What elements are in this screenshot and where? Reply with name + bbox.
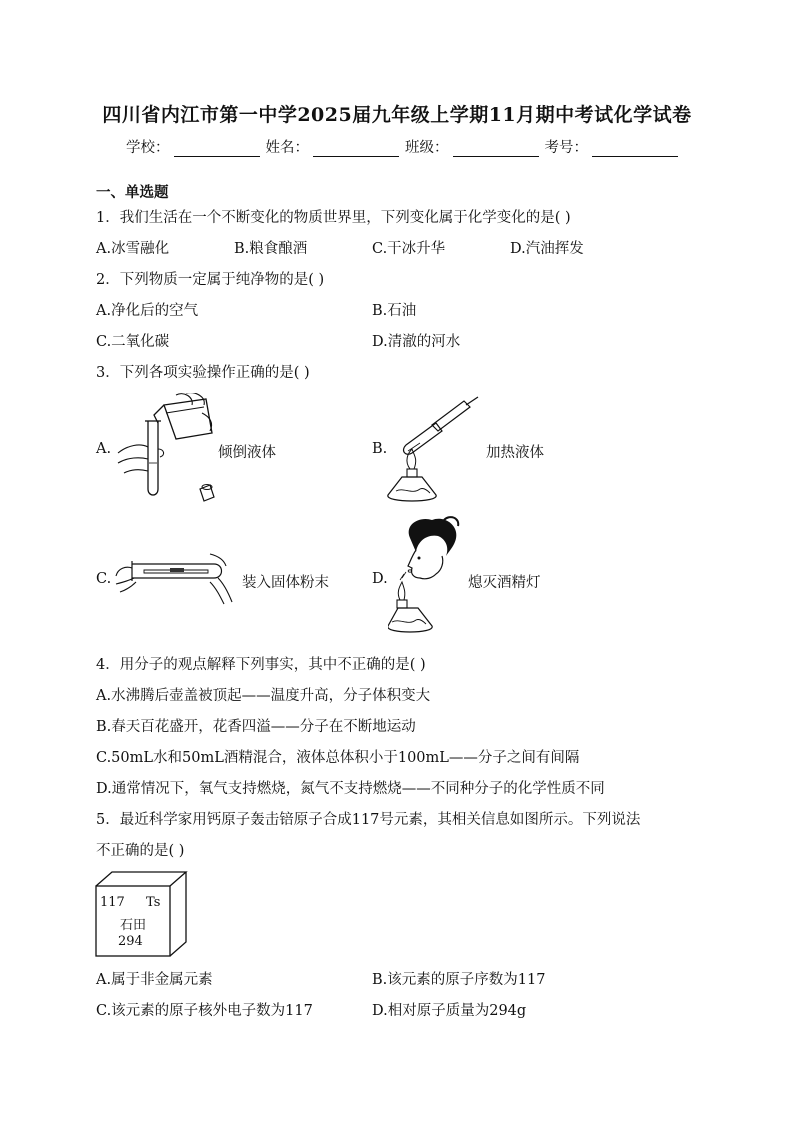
q3-option-a-caption: 倾倒液体 <box>218 445 276 461</box>
element-atomic-number: 117 <box>100 895 125 910</box>
q2-option-b[interactable]: B.石油 <box>372 303 417 319</box>
q4-option-c[interactable]: C.50mL水和50mL酒精混合，液体总体积小于100mL——分子之间有间隔 <box>96 750 580 766</box>
question-5-stem-line-1: 5．最近科学家用钙原子轰击锫原子合成117号元素，其相关信息如图所示。下列说法 <box>96 812 641 828</box>
q3-option-a-letter[interactable]: A. <box>96 441 112 457</box>
question-4-stem: 4．用分子的观点解释下列事实，其中不正确的是( ) <box>96 657 426 673</box>
q1-option-c[interactable]: C.干冰升华 <box>372 241 446 257</box>
q3-option-b-caption: 加热液体 <box>486 445 544 461</box>
q1-option-b[interactable]: B.粮食酿酒 <box>234 241 308 257</box>
name-blank[interactable] <box>313 142 399 157</box>
name-label: 姓名： <box>265 140 309 156</box>
q4-option-b[interactable]: B.春天百花盛开，花香四溢——分子在不断地运动 <box>96 719 416 735</box>
question-2-stem: 2．下列物质一定属于纯净物的是( ) <box>96 272 325 288</box>
question-5-stem-line-2: 不正确的是( ) <box>96 843 185 859</box>
school-blank[interactable] <box>174 142 260 157</box>
q3-option-b-letter[interactable]: B. <box>372 441 388 457</box>
school-label: 学校： <box>126 140 170 156</box>
q2-option-a[interactable]: A.净化后的空气 <box>96 303 199 319</box>
exam-number-label: 考号： <box>544 140 588 156</box>
element-symbol: Ts <box>146 895 161 910</box>
exam-number-blank[interactable] <box>592 142 678 157</box>
q3-option-c-caption: 装入固体粉末 <box>242 575 329 591</box>
q5-option-c[interactable]: C.该元素的原子核外电子数为117 <box>96 1003 313 1019</box>
class-blank[interactable] <box>453 142 539 157</box>
extinguish-lamp-icon <box>388 516 464 640</box>
element-card <box>92 870 192 960</box>
q2-option-c[interactable]: C.二氧化碳 <box>96 334 170 350</box>
question-1-stem: 1．我们生活在一个不断变化的物质世界里，下列变化属于化学变化的是( ) <box>96 210 571 226</box>
q5-option-d[interactable]: D.相对原子质量为294g <box>372 1003 527 1019</box>
q3-option-d-letter[interactable]: D. <box>372 571 388 587</box>
q3-option-c-letter[interactable]: C. <box>96 571 112 587</box>
page-title: 四川省内江市第一中学2025届九年级上学期11月期中考试化学试卷 <box>102 104 692 126</box>
element-name: 石田 <box>120 918 147 933</box>
q4-option-a[interactable]: A.水沸腾后壶盖被顶起——温度升高，分子体积变大 <box>96 688 431 704</box>
q5-option-b[interactable]: B.该元素的原子序数为117 <box>372 972 546 988</box>
adding-powder-icon <box>114 548 238 608</box>
class-label: 班级： <box>405 140 449 156</box>
q1-option-d[interactable]: D.汽油挥发 <box>510 241 584 257</box>
element-mass: 294 <box>118 934 143 949</box>
q5-option-a[interactable]: A.属于非金属元素 <box>96 972 213 988</box>
q3-option-d-caption: 熄灭酒精灯 <box>468 575 541 591</box>
q1-option-a[interactable]: A.冰雪融化 <box>96 241 170 257</box>
q2-option-d[interactable]: D.清澈的河水 <box>372 334 461 350</box>
pouring-liquid-icon <box>114 393 224 508</box>
student-info-row <box>126 136 684 157</box>
question-3-stem: 3．下列各项实验操作正确的是( ) <box>96 365 310 381</box>
heating-liquid-icon <box>386 395 486 507</box>
section-heading: 一、单选题 <box>96 184 169 201</box>
q4-option-d[interactable]: D.通常情况下，氧气支持燃烧，氮气不支持燃烧——不同种分子的化学性质不同 <box>96 781 605 797</box>
